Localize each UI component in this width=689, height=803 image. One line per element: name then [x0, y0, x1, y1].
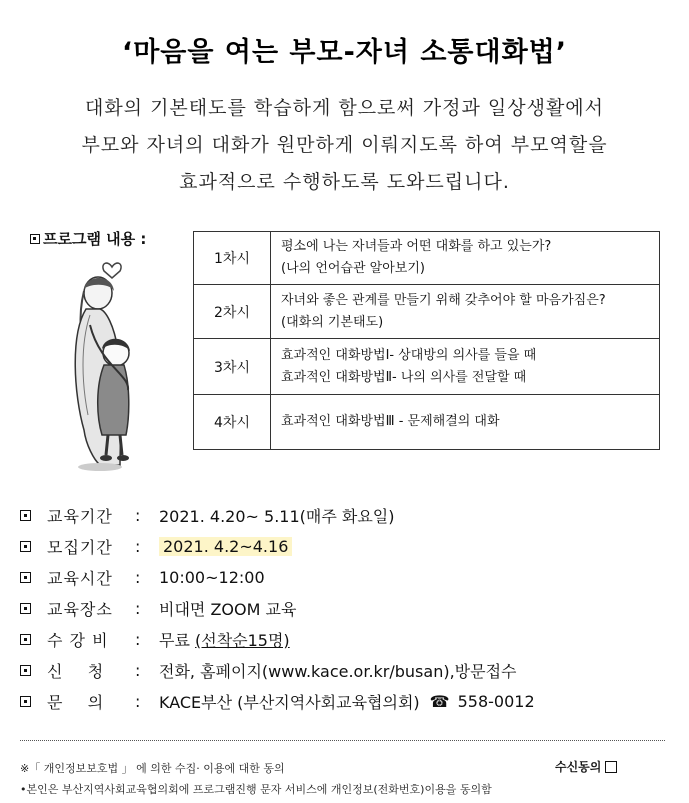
session-line: 효과적인 대화방법Ⅲ - 문제해결의 대화	[281, 414, 500, 429]
detail-colon: :	[135, 506, 141, 525]
detail-value-underlined: (선착순15명)	[195, 631, 290, 650]
detail-value: 비대면 ZOOM 교육	[159, 600, 297, 619]
table-row	[194, 395, 660, 450]
contact-phone: 558-0012	[457, 692, 535, 711]
detail-colon: :	[135, 630, 141, 649]
consent-checkbox-group[interactable]	[555, 758, 617, 775]
intro-text	[0, 90, 689, 201]
detail-label: 문 의	[47, 693, 105, 712]
square-bullet-icon	[20, 541, 31, 552]
detail-row-period	[20, 500, 535, 531]
intro-line: 효과적으로 수행하도록 도와드립니다.	[179, 171, 510, 193]
detail-row-time	[20, 562, 535, 593]
detail-row-fee	[20, 624, 535, 655]
square-bullet-icon	[20, 510, 31, 521]
program-heading	[30, 228, 146, 249]
session-description	[271, 285, 660, 339]
detail-value: 무료	[159, 631, 195, 650]
detail-value: 2021. 4.20~ 5.11(매주 화요일)	[159, 507, 395, 526]
detail-colon: :	[135, 599, 141, 618]
session-description	[271, 232, 660, 285]
page-title: ‘마음을 여는 부모-자녀 소통대화법’	[121, 37, 568, 68]
program-heading-label: 프로그램 내용 :	[43, 230, 147, 248]
session-label: 4차시	[194, 395, 271, 450]
program-table	[193, 231, 660, 450]
detail-value-highlighted: 2021. 4.2~4.16	[159, 537, 292, 556]
intro-line: 부모와 자녀의 대화가 원만하게 이뤄지도록 하여 부모역할을	[81, 134, 608, 156]
detail-label: 신 청	[47, 662, 105, 681]
privacy-notice: ※「 개인정보보호법 」 에 의한 수집· 이용에 대한 동의	[20, 762, 285, 775]
session-line: 자녀와 좋은 관계를 만들기 위해 갖추어야 할 마음가짐은?	[281, 292, 606, 308]
detail-colon: :	[135, 692, 141, 711]
detail-row-place	[20, 593, 535, 624]
detail-label: 모집기간	[47, 538, 113, 557]
detail-colon: :	[135, 537, 141, 556]
session-label: 2차시	[194, 285, 271, 339]
session-label: 3차시	[194, 339, 271, 395]
session-line: (대화의 기본태도)	[281, 314, 384, 330]
session-line: 효과적인 대화방법Ⅰ- 상대방의 의사를 들을 때	[281, 347, 537, 363]
detail-value: KACE부산 (부산지역사회교육협의회)	[159, 693, 420, 712]
details-list	[20, 500, 535, 717]
detail-value: 전화, 홈페이지(www.kace.or.kr/busan),방문접수	[159, 662, 517, 681]
detail-label: 교육기간	[47, 507, 113, 526]
session-line: (나의 언어습관 알아보기)	[281, 261, 425, 276]
consent-statement: •본인은 부산지역사회교육협의회에 프로그램진행 문자 서비스에 개인정보(전화번호)이용을 동의함	[20, 783, 492, 796]
session-line: 효과적인 대화방법Ⅱ- 나의 의사를 전달할 때	[281, 369, 527, 385]
square-bullet-icon	[20, 696, 31, 707]
session-description	[271, 395, 660, 450]
parent-child-illustration	[60, 255, 180, 475]
detail-row-apply	[20, 655, 535, 686]
square-bullet-icon	[20, 665, 31, 676]
session-label: 1차시	[194, 232, 271, 285]
session-line: 평소에 나는 자녀들과 어떤 대화를 하고 있는가?	[281, 239, 552, 254]
table-row	[194, 339, 660, 395]
detail-colon: :	[135, 661, 141, 680]
consent-checkbox[interactable]	[605, 761, 617, 773]
detail-row-recruit	[20, 531, 535, 562]
detail-value: 10:00~12:00	[159, 568, 265, 587]
detail-label: 교육시간	[47, 569, 113, 588]
table-row	[194, 285, 660, 339]
square-bullet-icon	[20, 603, 31, 614]
detail-colon: :	[135, 568, 141, 587]
detail-row-contact	[20, 686, 535, 717]
detail-label: 수 강 비	[47, 631, 109, 650]
detail-label: 교육장소	[47, 600, 113, 619]
square-bullet-icon	[20, 634, 31, 645]
square-bullet-icon	[20, 572, 31, 583]
divider	[20, 740, 665, 741]
consent-label: 수신동의	[555, 760, 602, 774]
telephone-icon: ☎	[429, 692, 450, 711]
intro-line: 대화의 기본태도를 학습하게 함으로써 가정과 일상생활에서	[84, 97, 605, 119]
table-row	[194, 232, 660, 285]
session-description	[271, 339, 660, 395]
square-bullet-icon	[30, 234, 40, 244]
